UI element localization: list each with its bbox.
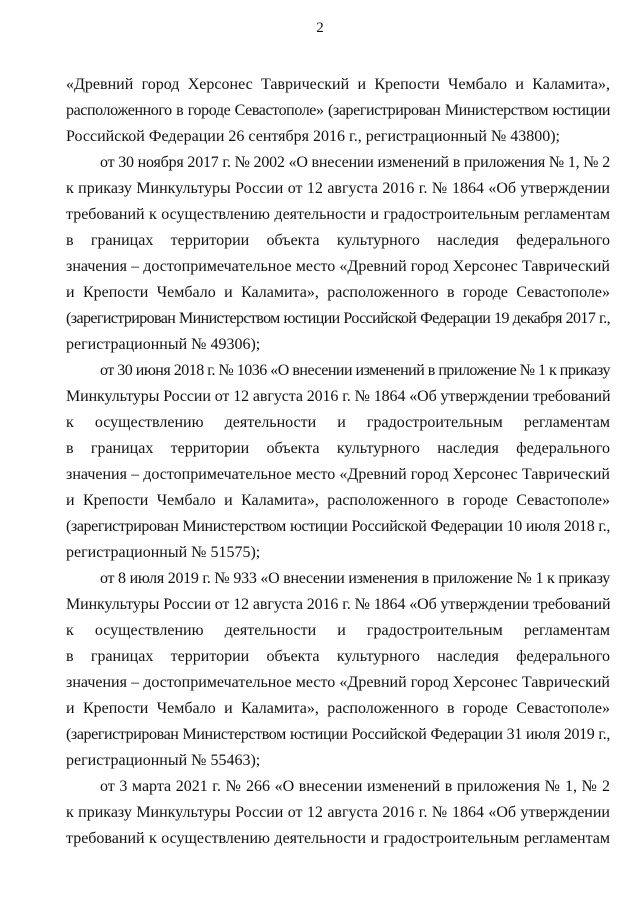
text-line: к приказу Минкультуры России от 12 августа 2016 г. № 1864 «Об утверждении <box>66 180 610 197</box>
text-line: расположенного в городе Севастополе» (зарегистрирован Министерством юстиции <box>66 102 610 119</box>
text-line: и Крепости Чембало и Каламита», расположенного в городе Севастополе» <box>66 492 610 509</box>
text-line: требований к осуществлению деятельности и градостроительным регламентам <box>66 830 610 847</box>
text-line: Российской Федерации 26 сентября 2016 г., регистрационный № 43800); <box>66 128 560 145</box>
text-line: требований к осуществлению деятельности и градостроительным регламентам <box>66 206 610 223</box>
text-line: значения – достопримечательное место «Древний город Херсонес Таврический <box>66 674 610 691</box>
text-line: к осуществлению деятельности и градостроительным регламентам <box>66 414 610 431</box>
text-line: к приказу Минкультуры России от 12 августа 2016 г. № 1864 «Об утверждении <box>66 804 610 821</box>
text-line: Минкультуры России от 12 августа 2016 г. № 1864 «Об утверждении требований <box>66 388 611 405</box>
page-number: 2 <box>316 20 324 36</box>
text-line: значения – достопримечательное место «Древний город Херсонес Таврический <box>66 466 610 483</box>
text-line: значения – достопримечательное место «Древний город Херсонес Таврический <box>66 258 610 275</box>
text-line: (зарегистрирован Министерством юстиции Российской Федерации 10 июля 2018 г., <box>66 518 610 535</box>
text-line: (зарегистрирован Министерством юстиции Российской Федерации 31 июля 2019 г., <box>66 726 610 743</box>
paragraph-order-2019 <box>66 566 610 774</box>
text-line: от 3 марта 2021 г. № 266 «О внесении изменений в приложения № 1, № 2 <box>100 778 610 795</box>
text-line: регистрационный № 49306); <box>66 336 261 353</box>
text-line: и Крепости Чембало и Каламита», расположенного в городе Севастополе» <box>66 284 610 301</box>
text-line: в границах территории объекта культурного наследия федерального <box>66 648 610 665</box>
paragraph-order-2018 <box>66 358 610 566</box>
text-line: и Крепости Чембало и Каламита», расположенного в городе Севастополе» <box>66 700 610 717</box>
text-line: «Древний город Херсонес Таврический и Крепости Чембало и Каламита», <box>66 76 610 93</box>
text-line: (зарегистрирован Министерством юстиции Российской Федерации 19 декабря 2017 г., <box>66 310 610 327</box>
paragraph-order-2021 <box>66 774 610 852</box>
text-line: к осуществлению деятельности и градостроительным регламентам <box>66 622 610 639</box>
text-line: регистрационный № 55463); <box>66 752 261 769</box>
text-line: в границах территории объекта культурного наследия федерального <box>66 440 610 457</box>
document-body <box>66 72 610 852</box>
text-line: от 30 июня 2018 г. № 1036 «О внесении изменений в приложение № 1 к приказу <box>100 362 610 379</box>
paragraph-order-2017 <box>66 150 610 358</box>
text-line: в границах территории объекта культурного наследия федерального <box>66 232 610 249</box>
text-line: от 8 июля 2019 г. № 933 «О внесении изменения в приложение № 1 к приказу <box>100 570 610 587</box>
text-line: от 30 ноября 2017 г. № 2002 «О внесении изменений в приложения № 1, № 2 <box>100 154 610 171</box>
paragraph-continuation <box>66 72 610 150</box>
text-line: Минкультуры России от 12 августа 2016 г. № 1864 «Об утверждении требований <box>66 596 611 613</box>
text-line: регистрационный № 51575); <box>66 544 261 561</box>
